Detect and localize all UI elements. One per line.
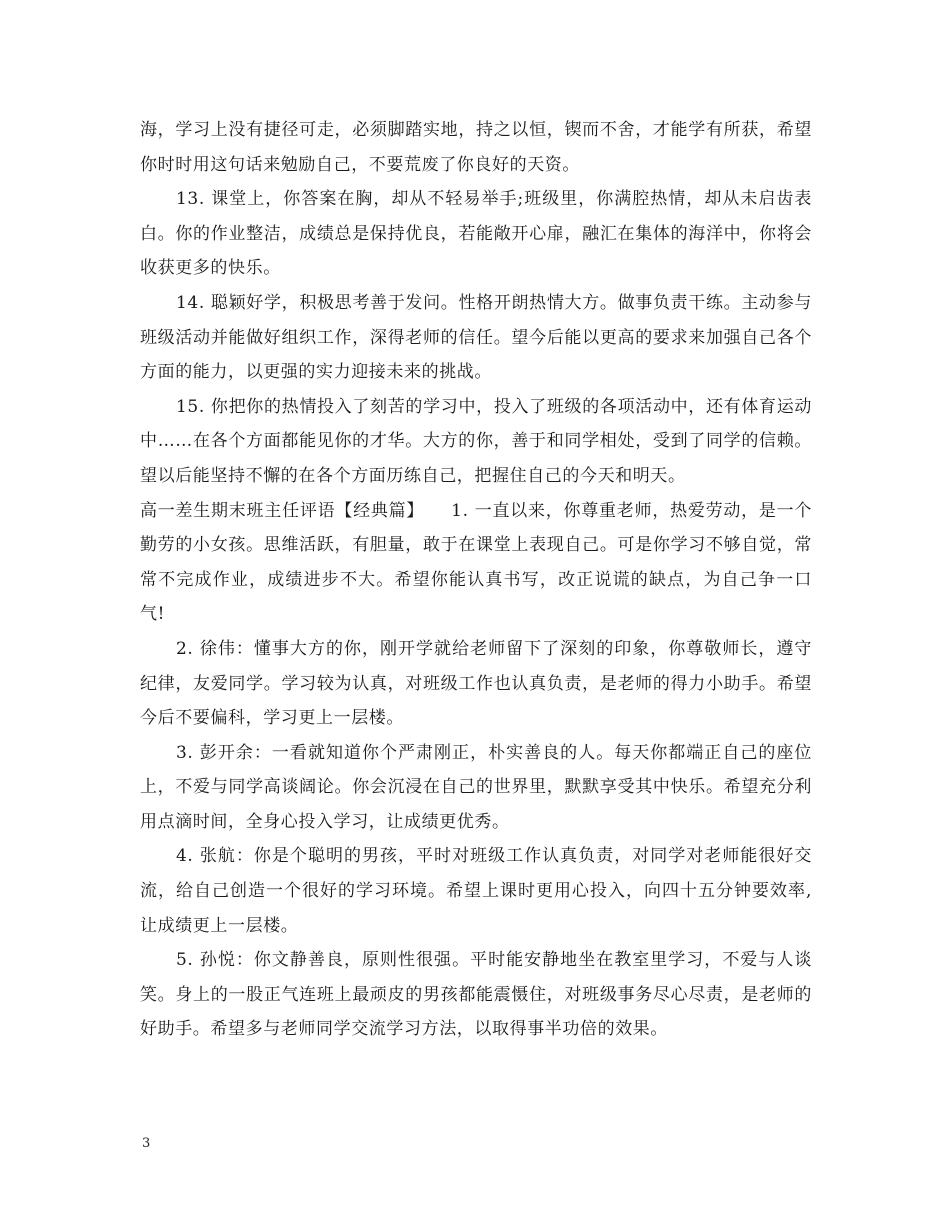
section-heading-paragraph: 高一差生期末班主任评语【经典篇】 1. 一直以来，你尊重老师，热爱劳动，是一个勤劳的小女孩。思维活跃，有胆量，敢于在课堂上表现自己。可是你学习不够自觉，常常不完成作业，成绩进步不大。希望你能认真书写，改正说谎的缺点，为自己争一口气! [140, 500, 812, 625]
paragraph: 14. 聪颖好学，积极思考善于发问。性格开朗热情大方。做事负责干练。主动参与班级活动并能做好组织工作，深得老师的信任。望今后能以更高的要求来加强自己各个方面的能力，以更强的实力迎接未来的挑战。 [140, 292, 812, 383]
page-number: 3 [142, 1136, 151, 1151]
paragraph: 2. 徐伟：懂事大方的你，刚开学就给老师留下了深刻的印象，你尊敬师长，遵守纪律，友爱同学。学习较为认真，对班级工作也认真负责，是老师的得力小助手。希望今后不要偏科，学习更上一层楼。 [140, 638, 812, 729]
paragraph: 15. 你把你的热情投入了刻苦的学习中，投入了班级的各项活动中，还有体育运动中……在各个方面都能见你的才华。大方的你，善于和同学相处，受到了同学的信赖。望以后能坚持不懈的在各个方面历练自己，把握住自己的今天和明天。 [140, 396, 812, 486]
paragraph: 3. 彭开余：一看就知道你个严肃刚正，朴实善良的人。每天你都端正自己的座位上，不爱与同学高谈阔论。你会沉浸在自己的世界里，默默享受其中快乐。希望充分利用点滴时间，全身心投入学习，让成绩更优秀。 [140, 742, 812, 832]
document-body [140, 113, 812, 1047]
paragraph: 海，学习上没有捷径可走，必须脚踏实地，持之以恒，锲而不舍，才能学有所获，希望你时时用这句话来勉励自己，不要荒废了你良好的天资。 [140, 120, 812, 175]
paragraph: 5. 孙悦：你文静善良，原则性很强。平时能安静地坐在教室里学习，不爱与人谈笑。身上的一股正气连班上最顽皮的男孩都能震慑住，对班级事务尽心尽责，是老师的好助手。希望多与老师同学交流学习方法，以取得事半功倍的效果。 [140, 950, 812, 1040]
paragraph: 13. 课堂上，你答案在胸，却从不轻易举手;班级里，你满腔热情，却从未启齿表白。你的作业整洁，成绩总是保持优良，若能敞开心扉，融汇在集体的海洋中，你将会收获更多的快乐。 [140, 189, 812, 279]
paragraph: 4. 张航：你是个聪明的男孩，平时对班级工作认真负责，对同学对老师能很好交流，给自己创造一个很好的学习环境。希望上课时更用心投入，向四十五分钟要效率,让成绩更上一层楼。 [140, 846, 812, 936]
